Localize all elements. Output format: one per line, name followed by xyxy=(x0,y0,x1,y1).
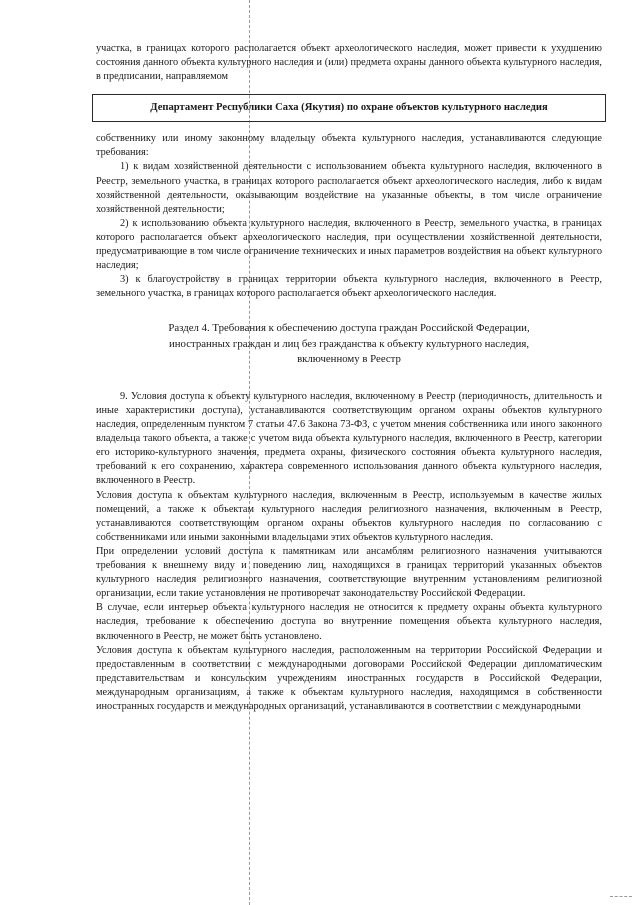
department-banner: Департамент Республики Саха (Якутия) по охране объектов культурного наследия xyxy=(92,94,606,122)
paragraph-interior: В случае, если интерьер объекта культурного наследия не относится к предмету охраны объекта культурного наследия, требование к обеспечению доступа во внутренние помещения объекта культурного наследия, включенного в Реестр, не может быть установлено. xyxy=(96,602,602,642)
requirement-item-3: 3) к благоустройству в границах территории объекта культурного наследия, включенного в Реестр, земельного участка, в границах которого располагается объект археологического наследия. xyxy=(96,274,602,300)
paragraph-diplomatic: Условия доступа к объектам культурного наследия, расположенным на территории Российской Федерации и предоставленным в соответствии с международными договорами Российской Федерации дипломатическим представительствам и консульским учреждениям иностранных государств в Российской Федерации, международным организациям, а также к объектам культурного наследия, находящимся в собственности иностранных государств и международных организаций, устанавливаются в соответствии с международными xyxy=(96,644,602,712)
section-4-title xyxy=(112,321,586,368)
paragraph-owner: собственнику или иному законному владельцу объекта культурного наследия, устанавливаются следующие требования: xyxy=(96,133,602,159)
document-body xyxy=(96,42,602,714)
section-title-line-2: иностранных граждан и лиц без гражданства к объекту культурного наследия, xyxy=(168,337,530,350)
requirement-item-2: 2) к использованию объекта культурного наследия, включенного в Реестр, земельного участка, в границах которого располагается объект археологического наследия, при осуществлении хозяйственной деятельности, предусматривающие в том числе ограничение технических и иных параметров воздействия на объект культурного наследия; xyxy=(96,217,602,272)
requirement-item-1: 1) к видам хозяйственной деятельности с использованием объекта культурного наследия, включенного в Реестр, земельного участка, в границах которого располагается объект археологического наследия, либо к видам хозяйственной деятельности, оказывающим воздействие на указанные объекты, в том числе ограничение хозяйственной деятельности; xyxy=(96,161,602,215)
paragraph-intro: участка, в границах которого располагается объект археологического наследия, может привести к ухудшению состояния данного объекта культурного наследия и (или) предмета охраны данного объекта культурного наследия, в предписании, направляемом xyxy=(96,43,602,83)
paragraph-residential-religious: Условия доступа к объектам культурного наследия, включенным в Реестр, используемым в качестве жилых помещений, а также к объектам культурного наследия религиозного назначения, включенным в Реестр, устанавливаются соответствующим органом охраны объектов культурного наследия по согласованию с собственниками или иными законными владельцами этих объектов культурного наследия. xyxy=(96,489,602,543)
paragraph-access-9: 9. Условия доступа к объекту культурного наследия, включенному в Реестр (периодичность, длительность и иные характеристики доступа), устанавливаются соответствующим органом охраны объектов культурного наследия, определенным пунктом 7 статьи 47.6 Закона 73-ФЗ, с учетом мнения собственника или иного законного владельца такого объекта, а также с учетом вида объекта культурного наследия, включенного в Реестр, категории его историко-культурного значения, предмета охраны, физического состояния объекта культурного наследия, требований к его сохранению, характера современного использования данного объекта культурного наследия, включенного в Реестр. xyxy=(96,390,602,487)
paragraph-religious-requirements: При определении условий доступа к памятникам или ансамблям религиозного назначения учитываются требования к внешнему виду и поведению лиц, находящихся в границах территорий указанных объектов культурного наследия религиозного назначения, соответствующие внутренним установлениям религиозной организации, если такие установления не противоречат законодательству Российской Федерации. xyxy=(96,545,602,600)
section-title-line-3: включенному в Реестр xyxy=(297,353,401,366)
section-title-line-1: Раздел 4. Требования к обеспечению доступа граждан Российской Федерации, xyxy=(168,322,530,335)
corner-mark xyxy=(610,896,632,897)
